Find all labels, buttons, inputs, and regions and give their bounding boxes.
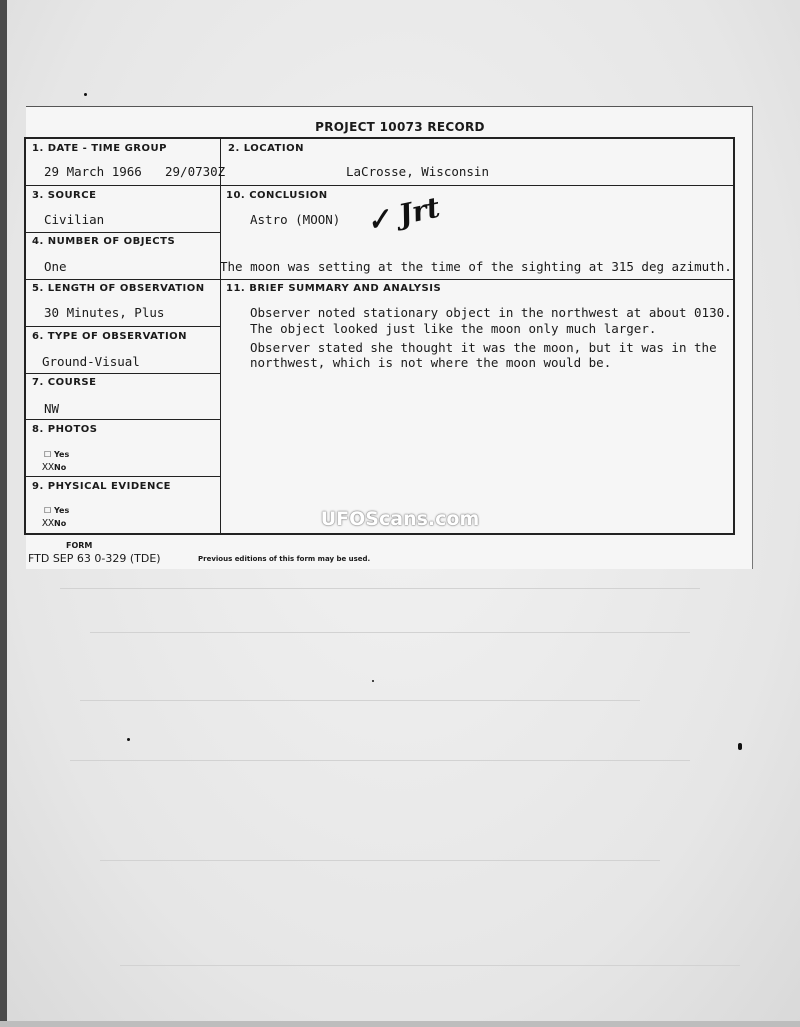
bleedthrough-line (120, 965, 740, 966)
conclusion-note: The moon was setting at the time of the sighting at 315 deg azimuth. (220, 259, 732, 274)
photos-no-mark: XX (42, 462, 55, 473)
course-value: NW (44, 401, 60, 416)
date-value: 29 March 1966 (44, 164, 142, 179)
row-divider (26, 185, 733, 186)
date-time-group-label: 1. DATE - TIME GROUP (32, 143, 167, 154)
photos-label: 8. PHOTOS (32, 424, 98, 435)
number-of-objects-value: One (44, 259, 67, 274)
conclusion-label: 10. CONCLUSION (226, 190, 328, 201)
bleedthrough-line (80, 700, 640, 701)
course-label: 7. COURSE (32, 377, 97, 388)
type-of-observation-label: 6. TYPE OF OBSERVATION (32, 331, 188, 342)
source-value: Civilian (44, 212, 105, 227)
physical-evidence-yes-label: Yes (53, 506, 70, 515)
checkbox-icon: ☐ (44, 450, 54, 459)
handwritten-initials: ✓ Jrt (363, 190, 443, 239)
conclusion-value: Astro (MOON) (250, 212, 341, 227)
source-label: 3. SOURCE (32, 190, 97, 201)
photos-no-label: No (54, 463, 67, 472)
form-id: FTD SEP 63 0-329 (TDE) (28, 552, 161, 565)
row-divider (26, 373, 220, 374)
summary-line: Observer stated she thought it was the moon, but it was in the (250, 340, 717, 355)
bleedthrough-line (60, 588, 700, 589)
bleedthrough-line (100, 860, 660, 861)
scan-speck (372, 680, 374, 682)
watermark: UFOScans.com (320, 508, 480, 530)
photos-yes-label: Yes (53, 450, 70, 459)
summary-line: northwest, which is not where the moon would be. (250, 355, 612, 370)
summary-line: Observer noted stationary object in the northwest at about 0130. (250, 305, 732, 320)
length-of-observation-value: 30 Minutes, Plus (44, 305, 165, 320)
time-value: 29/0730Z (165, 164, 226, 179)
form-notice: Previous editions of this form may be used. (198, 555, 371, 563)
physical-evidence-no-label: No (54, 519, 67, 528)
location-label: 2. LOCATION (228, 143, 304, 154)
column-divider (220, 139, 221, 535)
row-divider (26, 279, 733, 280)
location-value: LaCrosse, Wisconsin (346, 164, 489, 179)
photos-no-option (42, 462, 66, 473)
number-of-objects-label: 4. NUMBER OF OBJECTS (32, 236, 176, 247)
scan-speck (84, 93, 87, 96)
summary-line: The object looked just like the moon only much larger. (250, 321, 657, 336)
scan-speck (738, 743, 742, 750)
type-of-observation-value: Ground-Visual (42, 354, 140, 369)
row-divider (26, 326, 220, 327)
bleedthrough-line (90, 632, 690, 633)
bleedthrough-line (70, 760, 690, 761)
scan-speck (127, 738, 130, 741)
row-divider (26, 232, 220, 233)
row-divider (26, 476, 220, 477)
scan-bottom-edge (0, 1021, 800, 1027)
physical-evidence-label: 9. PHYSICAL EVIDENCE (32, 481, 171, 492)
page-title: PROJECT 10073 RECORD (315, 120, 485, 134)
photos-yes-option (44, 450, 69, 459)
summary-label: 11. BRIEF SUMMARY AND ANALYSIS (226, 283, 442, 294)
physical-evidence-no-mark: XX (42, 518, 55, 529)
checkbox-icon: ☐ (44, 506, 54, 515)
row-divider (26, 419, 220, 420)
length-of-observation-label: 5. LENGTH OF OBSERVATION (32, 283, 205, 294)
form-label: FORM (66, 541, 93, 550)
